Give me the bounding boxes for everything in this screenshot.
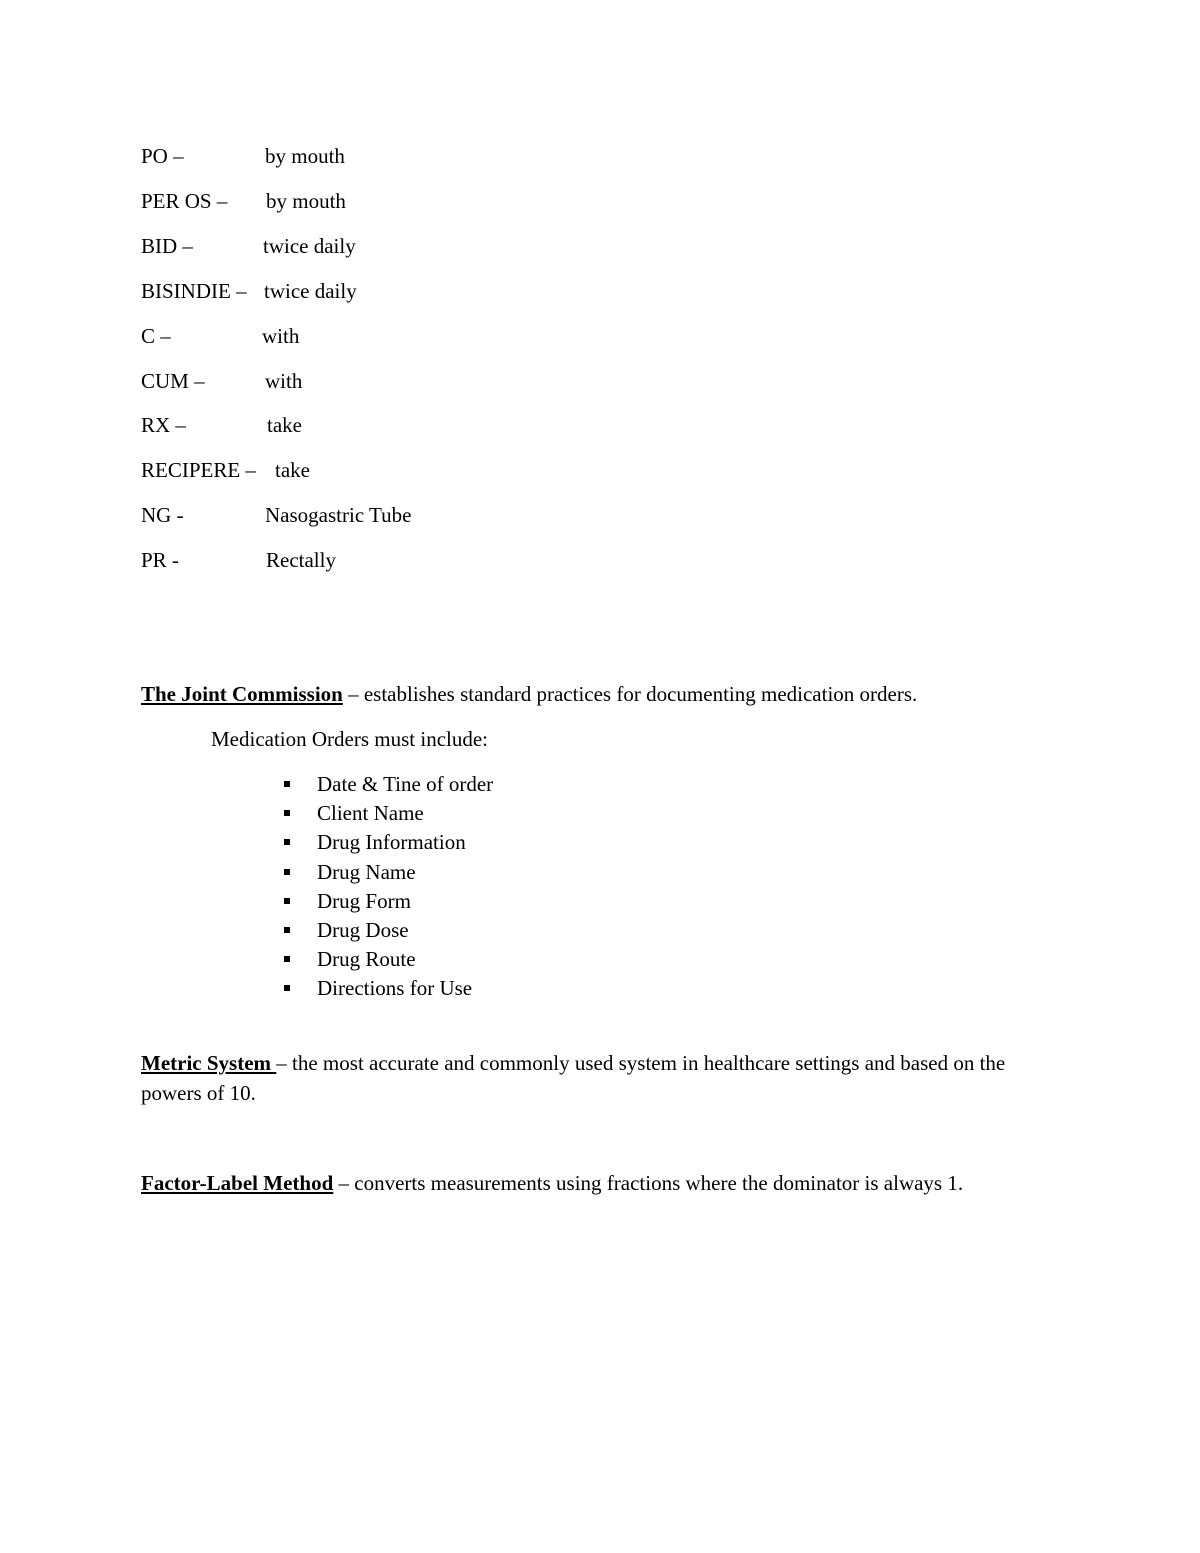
abbreviation-meaning: with (265, 369, 303, 393)
list-item-text: Client Name (317, 801, 424, 826)
abbreviation-term: NG - (141, 503, 184, 527)
list-item (282, 799, 493, 828)
square-bullet-icon (284, 781, 290, 787)
abbreviation-meaning: by mouth (266, 189, 346, 213)
abbreviation-row (141, 411, 302, 439)
list-item-text: Drug Form (317, 888, 411, 913)
square-bullet-icon (284, 985, 290, 991)
abbreviation-term: PR - (141, 548, 179, 572)
abbreviation-term: CUM – (141, 369, 205, 393)
list-item (282, 858, 493, 887)
list-item (282, 828, 493, 857)
square-bullet-icon (284, 956, 290, 962)
abbreviation-term: BISINDIE – (141, 279, 247, 303)
abbreviation-row (141, 277, 357, 305)
abbreviation-term: BID – (141, 234, 193, 258)
list-item-text: Directions for Use (317, 976, 473, 1001)
abbreviation-row (141, 232, 356, 260)
abbreviation-row (141, 367, 303, 395)
list-item-text: Date & Tine of order (317, 772, 494, 796)
abbreviation-row (141, 142, 345, 170)
abbreviation-row (141, 187, 346, 215)
abbreviation-meaning: Nasogastric Tube (265, 503, 412, 527)
abbreviation-row (141, 456, 310, 484)
metric-system-heading: Metric System (141, 1051, 277, 1075)
list-item (282, 945, 493, 974)
abbreviation-row (141, 322, 300, 350)
list-item-text: Drug Dose (317, 917, 409, 942)
factor-label-text: – converts measurements using fractions where the dominator is always 1. (333, 1171, 964, 1195)
abbreviation-meaning: with (262, 324, 300, 348)
abbreviation-term: RECIPERE – (141, 458, 256, 482)
square-bullet-icon (284, 810, 290, 816)
abbreviation-row (141, 546, 336, 574)
square-bullet-icon (284, 839, 290, 845)
abbreviation-meaning: Rectally (266, 548, 336, 572)
factor-label-heading: Factor-Label Method (141, 1171, 334, 1195)
list-item (282, 974, 493, 1003)
medication-orders-list (282, 770, 493, 1004)
medication-orders-subheading: Medication Orders must include: (211, 727, 489, 751)
factor-label-paragraph (141, 1168, 1061, 1198)
square-bullet-icon (284, 869, 290, 875)
abbreviation-meaning: take (267, 413, 302, 437)
list-item (282, 916, 493, 945)
list-item (282, 887, 493, 916)
list-item-text: Drug Information (317, 830, 466, 855)
list-item-text: Drug Name (317, 859, 416, 884)
abbreviation-term: PO – (141, 144, 184, 168)
square-bullet-icon (284, 927, 290, 933)
list-item (282, 770, 493, 799)
abbreviation-term: PER OS – (141, 189, 228, 213)
list-item-text: Drug Route (317, 947, 416, 972)
joint-commission-text: – establishes standard practices for documenting medication orders. (342, 682, 918, 706)
square-bullet-icon (284, 898, 290, 904)
joint-commission-paragraph (141, 679, 1061, 709)
abbreviation-term: C – (141, 324, 171, 348)
abbreviation-term: RX – (141, 413, 186, 437)
joint-commission-heading: The Joint Commission (141, 682, 343, 706)
abbreviation-meaning: take (275, 458, 310, 482)
abbreviation-meaning: twice daily (264, 279, 357, 303)
abbreviation-meaning: by mouth (265, 144, 345, 168)
metric-system-paragraph (141, 1048, 1061, 1108)
abbreviation-meaning: twice daily (263, 234, 356, 258)
abbreviation-row (141, 501, 412, 529)
metric-system-text: – the most accurate and commonly used system in healthcare settings and based on the powers of 10. (141, 1051, 1006, 1105)
